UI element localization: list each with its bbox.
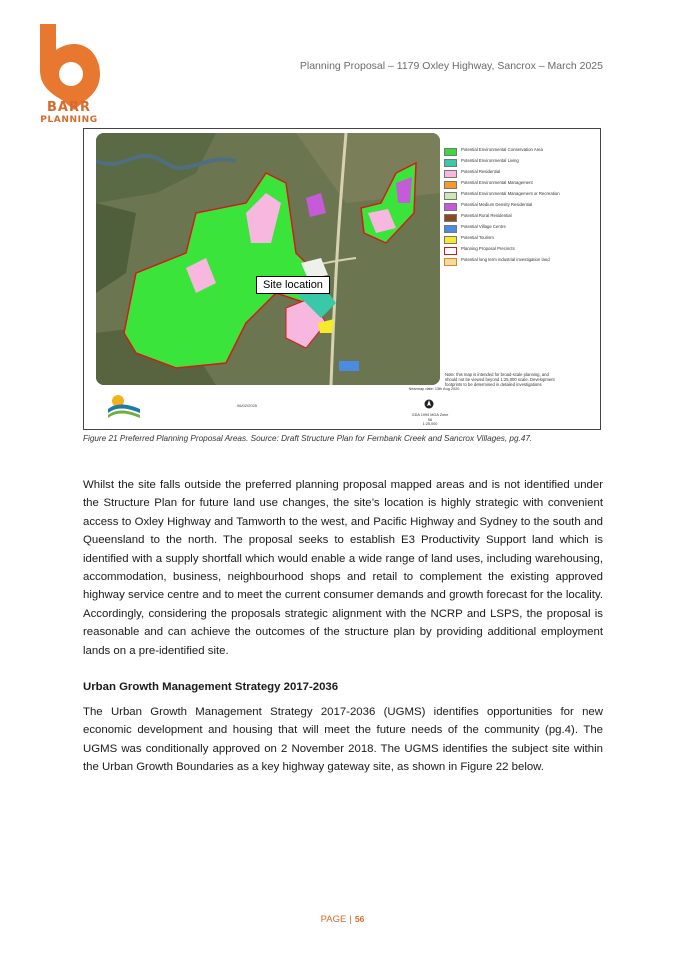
legend-swatch xyxy=(444,181,457,189)
legend-label: Potential Tourism xyxy=(461,235,494,240)
map-note: Note: this map is intended for broad-scale planning, and should not be viewed beyond 1:25,000 scale. Development footprints to be determined in detailed investigations xyxy=(445,372,555,387)
body-paragraph-1: Whilst the site falls outside the preferred planning proposal mapped areas and is not identified under the Structure Plan for future land use changes, the site’s location is highly strategic with convenient access to Oxley Highway and Tamworth to the west, and Pacific Highway and Sydney to the south and Queensland to the north. The proposal seeks to establish E3 Productivity Support land which is identified with a supply shortfall which would enable a wide range of land uses, including warehousing, accommodation, business, neighbourhood shops and retail to complement the existing approved highway service centre and to meet the current consumer demands and growth forecast for the locality. Accordingly, considering the proposals strategic alignment with the NCRP and LSPS, the proposal is reasonable and can achieve the outcomes of the structure plan by providing additional employment lands on a pre-identified site. xyxy=(83,479,603,657)
legend-label: Potential Environmental Management xyxy=(461,180,533,185)
legend-item xyxy=(444,257,594,266)
legend-swatch xyxy=(444,192,457,200)
legend-label: Potential long term industrial investigation land xyxy=(461,257,550,262)
legend-item xyxy=(444,169,594,178)
legend-item xyxy=(444,246,594,255)
legend-swatch xyxy=(444,203,457,211)
north-arrow-icon xyxy=(424,399,434,409)
aerial-map xyxy=(96,133,440,385)
legend-swatch xyxy=(444,159,457,167)
logo-line2: PLANNING xyxy=(40,115,98,125)
legend-label: Potential Village Centre xyxy=(461,224,506,229)
map-scale xyxy=(410,413,450,427)
legend-item xyxy=(444,235,594,244)
section-heading: Urban Growth Management Strategy 2017-2036 xyxy=(83,681,339,693)
legend-item xyxy=(444,202,594,211)
page-footer xyxy=(0,914,685,925)
logo-line1: BARR xyxy=(47,100,91,115)
legend-swatch xyxy=(444,258,457,266)
legend-swatch xyxy=(444,225,457,233)
legend-label: Potential Residential xyxy=(461,169,501,174)
legend-label: Potential Environmental Conservation Area xyxy=(461,147,543,152)
map-graphic xyxy=(96,133,440,385)
page-label: PAGE xyxy=(320,914,347,925)
legend-swatch xyxy=(444,236,457,244)
map-projection: GDA 1994 MGA Zone 56 xyxy=(411,413,449,422)
imagery-info: Nearmap date: 13th Aug 2020 xyxy=(408,387,460,391)
map-legend xyxy=(444,147,594,268)
body-paragraph-2: The Urban Growth Management Strategy 2017-2036 (UGMS) identifies opportunities for new economic development and housing that will meet the future needs of the community (pg.4). The UGMS was conditionally approved on 2 November 2018. The UGMS identifies the subject site within the Urban Growth Boundaries as a key highway gateway site, as shown in Figure 22 below. xyxy=(83,706,603,774)
logo-wordmark xyxy=(30,101,108,126)
legend-item xyxy=(444,158,594,167)
legend-label: Potential Medium Density Residential xyxy=(461,202,533,207)
map-scale-value: 1:25,000 xyxy=(422,422,438,426)
legend-swatch xyxy=(444,170,457,178)
legend-label: Potential Environmental Management or Recreation xyxy=(461,191,560,196)
figure-structure-plan-map xyxy=(83,128,601,430)
map-footer-strip xyxy=(104,387,584,427)
page-separator: | xyxy=(349,914,352,925)
legend-label: Planning Proposal Precincts xyxy=(461,246,515,251)
site-location-label: Site location xyxy=(256,276,330,294)
legend-item xyxy=(444,147,594,156)
council-logo-icon xyxy=(106,389,142,423)
legend-swatch xyxy=(444,247,457,255)
map-date: 06/02/2025 xyxy=(237,403,258,408)
legend-item xyxy=(444,180,594,189)
legend-item xyxy=(444,191,594,200)
legend-label: Potential Rural Residential xyxy=(461,213,512,218)
page-number: 56 xyxy=(354,914,365,924)
legend-label: Potential Environmental Living xyxy=(461,158,519,163)
legend-swatch xyxy=(444,214,457,222)
figure-caption: Figure 21 Preferred Planning Proposal Areas. Source: Draft Structure Plan for Fernbank Creek and Sancrox Villages, pg.47. xyxy=(83,434,533,443)
legend-item xyxy=(444,213,594,222)
document-header-title: Planning Proposal – 1179 Oxley Highway, Sancrox – March 2025 xyxy=(299,60,603,72)
legend-swatch xyxy=(444,148,457,156)
legend-item xyxy=(444,224,594,233)
